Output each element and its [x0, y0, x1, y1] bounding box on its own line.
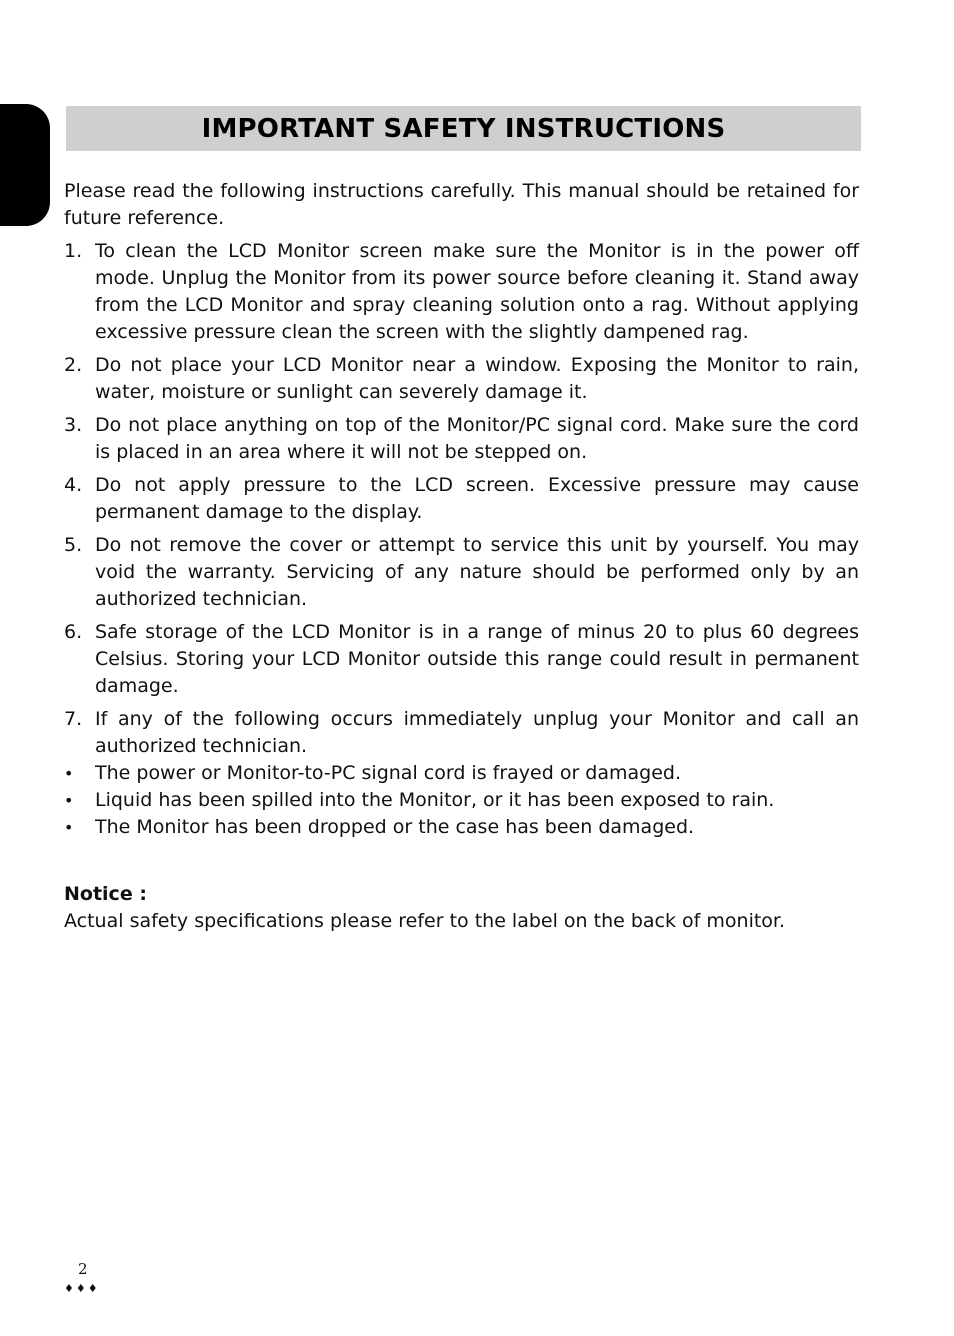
notice-section	[64, 881, 859, 935]
item-number: 3.	[64, 414, 83, 436]
instructions-body	[64, 178, 859, 935]
bullet-text: The power or Monitor-to-PC signal cord is frayed or damaged.	[95, 762, 681, 784]
item-text: If any of the following occurs immediately unplug your Monitor and call an authorized technician.	[95, 708, 859, 757]
bullet-icon: •	[64, 764, 74, 783]
instruction-item-3	[64, 412, 859, 466]
item-number: 5.	[64, 534, 83, 556]
instruction-item-6	[64, 619, 859, 700]
item-number: 1.	[64, 240, 83, 262]
item-text: Safe storage of the LCD Monitor is in a range of minus 20 to plus 60 degrees Celsius. Storing your LCD Monitor outside this range could result in permanent damage.	[95, 621, 859, 697]
item-number: 2.	[64, 354, 83, 376]
notice-text: Actual safety specifications please refer to the label on the back of monitor.	[64, 910, 786, 932]
bullet-item-2	[64, 787, 859, 814]
instruction-item-5	[64, 532, 859, 613]
bullet-text: Liquid has been spilled into the Monitor, or it has been exposed to rain.	[95, 789, 775, 811]
title-bar	[66, 106, 861, 151]
instruction-item-7	[64, 706, 859, 760]
item-number: 4.	[64, 474, 83, 496]
diamond-ornament-icon: ♦♦♦	[64, 1282, 100, 1295]
bullet-item-1	[64, 760, 859, 787]
item-text: To clean the LCD Monitor screen make sure the Monitor is in the power off mode. Unplug the Monitor from its power source before cleaning it. Stand away from the LCD Monitor and spray cleaning solution onto a rag. Without applying excessive pressure clean the screen with the slightly dampened rag.	[95, 240, 859, 343]
bullet-text: The Monitor has been dropped or the case has been damaged.	[95, 816, 695, 838]
item-text: Do not apply pressure to the LCD screen. Excessive pressure may cause permanent damage to the display.	[95, 474, 859, 523]
item-number: 7.	[64, 708, 83, 730]
page-number: 2	[78, 1260, 88, 1278]
instruction-item-2	[64, 352, 859, 406]
instruction-item-1	[64, 238, 859, 346]
item-text: Do not place your LCD Monitor near a window. Exposing the Monitor to rain, water, moisture or sunlight can severely damage it.	[95, 354, 859, 403]
bullet-item-3	[64, 814, 859, 841]
item-text: Do not place anything on top of the Monitor/PC signal cord. Make sure the cord is placed in an area where it will not be stepped on.	[95, 414, 859, 463]
item-text: Do not remove the cover or attempt to service this unit by yourself. You may void the warranty. Servicing of any nature should be performed only by an authorized technician.	[95, 534, 859, 610]
section-tab-marker	[0, 104, 50, 226]
notice-title: Notice :	[64, 883, 147, 905]
bullet-icon: •	[64, 791, 74, 810]
page-title: IMPORTANT SAFETY INSTRUCTIONS	[201, 113, 726, 144]
bullet-icon: •	[64, 818, 74, 837]
instruction-item-4	[64, 472, 859, 526]
item-number: 6.	[64, 621, 83, 643]
intro-paragraph: Please read the following instructions carefully. This manual should be retained for future reference.	[64, 180, 859, 229]
